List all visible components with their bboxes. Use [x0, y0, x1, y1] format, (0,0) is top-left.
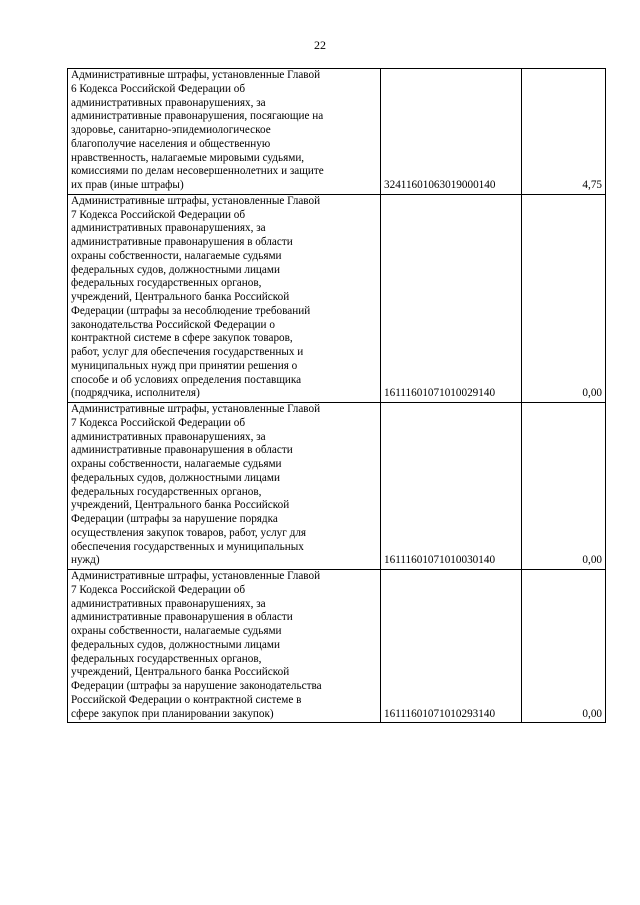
description-line: административные правонарушения в области [71, 444, 293, 457]
budget-code-cell: 16111601071010029140 [381, 194, 522, 402]
description-line: нужд) [71, 554, 100, 567]
description-line: охраны собственности, налагаемые судьями [71, 458, 282, 470]
description-line: контрактной системе в сфере закупок товаров, [71, 332, 293, 345]
description-line: федеральных судов, должностными лицами [71, 638, 280, 651]
table-row [68, 403, 606, 570]
description-line: комиссиями по делам несовершеннолетних и защите [71, 165, 324, 178]
description-line: административных правонарушениях, за [71, 597, 266, 610]
description-line: обеспечения государственных и муниципальных [71, 540, 304, 553]
description-line: муниципальных нужд при принятии решения о [71, 359, 298, 372]
description-line: Административные штрафы, установленные Главой [71, 194, 321, 207]
description-line: административные правонарушения в области [71, 236, 293, 248]
amount-cell: 0,00 [522, 570, 606, 723]
description-cell [68, 570, 381, 723]
budget-code-cell: 16111601071010293140 [381, 570, 522, 723]
description-line: Федерации (штрафы за несоблюдение требований [71, 304, 311, 317]
description-line: Административные штрафы, установленные Главой [71, 69, 321, 81]
description-line: 7 Кодекса Российской Федерации об [71, 583, 246, 596]
description-line: административных правонарушениях, за [71, 430, 266, 443]
budget-code-cell: 16111601071010030140 [381, 403, 522, 570]
description-cell [68, 403, 381, 570]
description-line: работ, услуг для обеспечения государственных и [71, 346, 304, 358]
description-line: здоровье, санитарно-эпидемиологическое [71, 124, 271, 136]
description-line: 7 Кодекса Российской Федерации об [71, 208, 246, 221]
description-line: благополучие населения и общественную [71, 137, 271, 150]
description-cell [68, 69, 381, 195]
description-line: способе и об условиях определения поставщика [71, 373, 302, 386]
description-line: (подрядчика, исполнителя) [71, 387, 200, 400]
table-row [68, 194, 606, 402]
description-line: учреждений, Центрального банка Российской [71, 499, 290, 512]
description-line: Федерации (штрафы за нарушение порядка [71, 513, 278, 525]
description-line: федеральных государственных органов, [71, 652, 262, 665]
description-line: федеральных судов, должностными лицами [71, 263, 280, 276]
amount-cell: 4,75 [522, 69, 606, 195]
description-line: федеральных государственных органов, [71, 485, 262, 498]
amount-cell: 0,00 [522, 403, 606, 570]
description-line: сфере закупок при планировании закупок) [71, 707, 274, 720]
description-line: учреждений, Центрального банка Российской [71, 291, 290, 303]
description-line: административных правонарушениях, за [71, 222, 266, 235]
description-line: федеральных государственных органов, [71, 277, 262, 290]
table-body [68, 69, 606, 723]
description-line: учреждений, Центрального банка Российской [71, 666, 290, 679]
description-line: 7 Кодекса Российской Федерации об [71, 416, 246, 429]
description-line: их прав (иные штрафы) [71, 179, 184, 191]
description-line: Административные штрафы, установленные Главой [71, 403, 321, 415]
amount-cell: 0,00 [522, 194, 606, 402]
table-row [68, 570, 606, 723]
table-row [68, 69, 606, 195]
description-cell [68, 194, 381, 402]
description-line: 6 Кодекса Российской Федерации об [71, 82, 246, 95]
description-line: охраны собственности, налагаемые судьями [71, 625, 282, 637]
description-line: осуществления закупок товаров, работ, услуг для [71, 526, 307, 539]
description-line: нравственность, налагаемые мировыми судьями, [71, 151, 305, 164]
description-line: федеральных судов, должностными лицами [71, 471, 280, 484]
description-line: охраны собственности, налагаемые судьями [71, 249, 282, 262]
description-line: Федерации (штрафы за нарушение законодательства [71, 680, 322, 692]
budget-code-cell: 32411601063019000140 [381, 69, 522, 195]
page-number: 22 [314, 38, 326, 52]
revenue-table [67, 68, 606, 723]
description-line: административные правонарушения, посягающие на [71, 110, 324, 123]
description-line: Административные штрафы, установленные Главой [71, 570, 321, 582]
description-line: административные правонарушения в области [71, 611, 293, 624]
description-line: Российской Федерации о контрактной системе в [71, 693, 302, 706]
description-line: административных правонарушениях, за [71, 96, 266, 109]
description-line: законодательства Российской Федерации о [71, 318, 275, 331]
